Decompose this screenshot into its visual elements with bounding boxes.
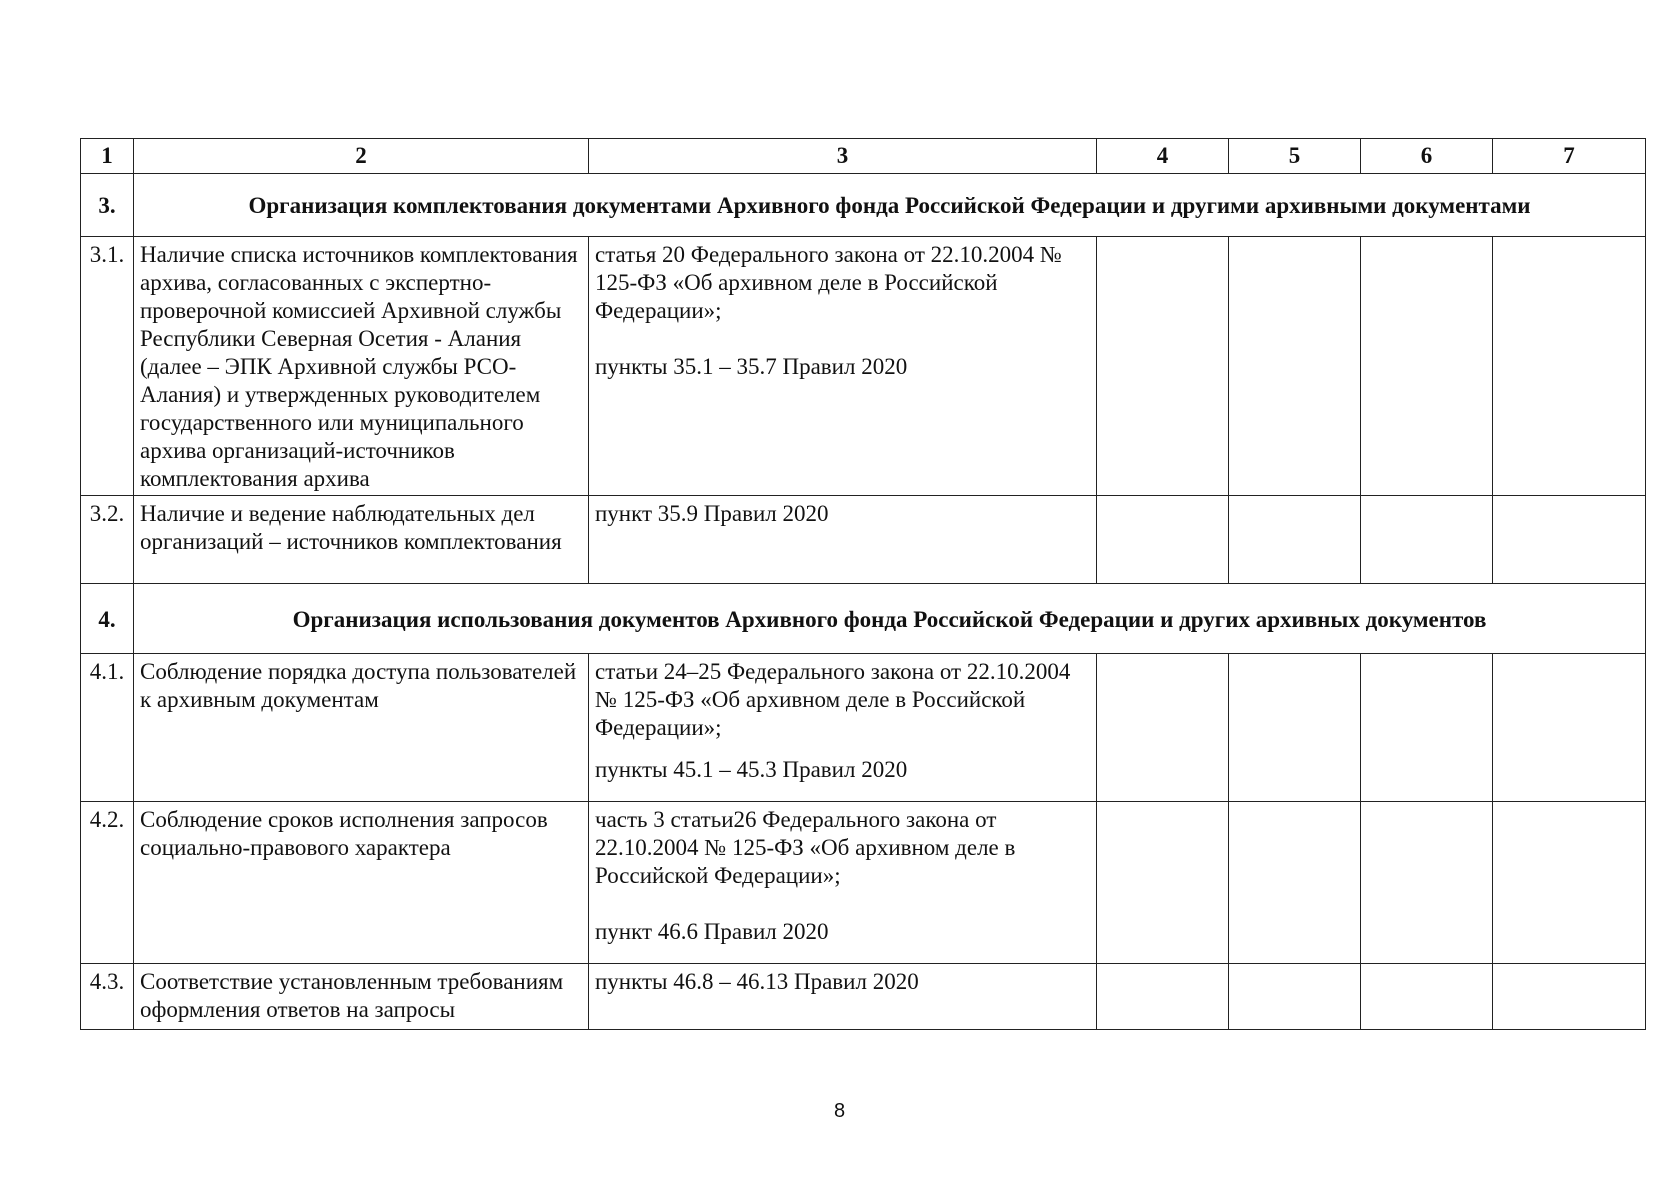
legal-reference [589,964,1097,1030]
page-number: 8 [833,1100,846,1122]
reference-line: статьи 24–25 Федерального закона от 22.10.2004 № 125-ФЗ «Об архивном деле в Российской Федерации»; [595,659,1071,740]
table-row [81,802,1646,964]
answer-cell-na [1361,654,1493,802]
reference-line: часть 3 статьи26 Федерального закона от 22.10.2004 № 125-ФЗ «Об архивном деле в Российской Федерации»; [595,807,1016,888]
document-page [80,138,1645,1030]
answer-cell-na [1361,237,1493,496]
answer-cell-note [1493,496,1646,584]
question-text: Соблюдение сроков исполнения запросов социально-правового характера [134,802,589,964]
answer-cell-no [1229,654,1361,802]
answer-cell-na [1361,964,1493,1030]
section-number: 3. [81,174,134,237]
item-number: 3.1. [81,237,134,496]
question-text: Соответствие установленным требованиям оформления ответов на запросы [134,964,589,1030]
answer-cell-yes [1097,237,1229,496]
column-number-7: 7 [1493,139,1646,174]
item-number: 4.2. [81,802,134,964]
answer-cell-yes [1097,654,1229,802]
answer-cell-no [1229,496,1361,584]
column-number-3: 3 [589,139,1097,174]
reference-line: пункт 35.9 Правил 2020 [595,501,829,526]
item-number: 3.2. [81,496,134,584]
reference-line: пункты 46.8 – 46.13 Правил 2020 [595,969,919,994]
section-number: 4. [81,584,134,654]
legal-reference [589,654,1097,802]
question-text: Соблюдение порядка доступа пользователей к архивным документам [134,654,589,802]
answer-cell-yes [1097,964,1229,1030]
question-text: Наличие списка источников комплектования архива, согласованных с экспертно-проверочной комиссией Архивной службы Республики Северная Осетия - Алания (далее – ЭПК Архивной службы РСО-Алания) и утвержденных руководителем государственного или муниципального архива организаций-источников комплектования архива [134,237,589,496]
column-number-4: 4 [1097,139,1229,174]
section-row [81,584,1646,654]
section-row [81,174,1646,237]
item-number: 4.3. [81,964,134,1030]
reference-line: пункты 35.1 – 35.7 Правил 2020 [595,354,908,379]
answer-cell-no [1229,802,1361,964]
reference-line: пункты 45.1 – 45.3 Правил 2020 [595,757,908,782]
checklist-table [80,138,1646,1030]
legal-reference [589,802,1097,964]
answer-cell-note [1493,964,1646,1030]
answer-cell-note [1493,237,1646,496]
column-number-2: 2 [134,139,589,174]
table-row [81,654,1646,802]
answer-cell-note [1493,654,1646,802]
section-title: Организация использования документов Архивного фонда Российской Федерации и других архивных документов [134,584,1646,654]
item-number: 4.1. [81,654,134,802]
legal-reference [589,237,1097,496]
answer-cell-no [1229,964,1361,1030]
table-row [81,496,1646,584]
answer-cell-no [1229,237,1361,496]
answer-cell-na [1361,802,1493,964]
answer-cell-yes [1097,496,1229,584]
column-number-5: 5 [1229,139,1361,174]
legal-reference [589,496,1097,584]
column-number-row [81,139,1646,174]
table-row [81,237,1646,496]
column-number-6: 6 [1361,139,1493,174]
answer-cell-na [1361,496,1493,584]
answer-cell-note [1493,802,1646,964]
question-text: Наличие и ведение наблюдательных дел организаций – источников комплектования [134,496,589,584]
column-number-1: 1 [81,139,134,174]
table-row [81,964,1646,1030]
reference-line: пункт 46.6 Правил 2020 [595,919,829,944]
reference-line: статья 20 Федерального закона от 22.10.2004 № 125-ФЗ «Об архивном деле в Российской Федерации»; [595,242,1062,323]
section-title: Организация комплектования документами Архивного фонда Российской Федерации и другими архивными документами [134,174,1646,237]
answer-cell-yes [1097,802,1229,964]
